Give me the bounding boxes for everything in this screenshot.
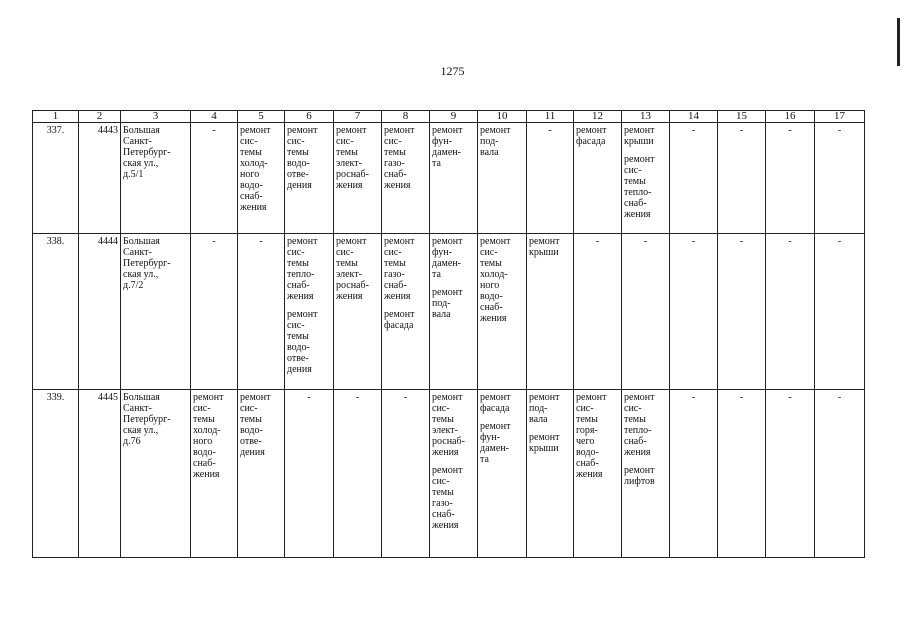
address-line: Санкт- bbox=[123, 136, 152, 147]
work-item-line: жения bbox=[432, 520, 459, 531]
work-item-line: жения bbox=[193, 469, 220, 480]
work-item-line: водо- bbox=[287, 158, 310, 169]
work-item bbox=[576, 125, 619, 147]
address-line: Большая bbox=[123, 125, 160, 136]
work-item-line: вала bbox=[480, 147, 499, 158]
empty-work-cell: - bbox=[670, 390, 718, 558]
work-cell bbox=[334, 123, 382, 234]
work-item-line: сис- bbox=[624, 165, 642, 176]
work-item-line: роснаб- bbox=[336, 280, 369, 291]
work-item-line: крыши bbox=[529, 247, 559, 258]
work-item-line: ремонт bbox=[624, 392, 655, 403]
work-item-line: ремонт bbox=[384, 309, 415, 320]
work-item-line: газо- bbox=[384, 269, 405, 280]
work-item-line: фасада bbox=[384, 320, 414, 331]
work-item-line: ремонт bbox=[576, 125, 607, 136]
work-item-line: темы bbox=[624, 414, 646, 425]
table-row bbox=[33, 390, 865, 558]
address-line: Петербург- bbox=[123, 258, 171, 269]
empty-work-cell: - bbox=[815, 390, 865, 558]
work-item-line: темы bbox=[432, 414, 454, 425]
work-item-line: темы bbox=[432, 487, 454, 498]
work-item-line: ремонт bbox=[336, 236, 367, 247]
col-header-4: 4 bbox=[191, 111, 238, 123]
address-cell bbox=[121, 390, 191, 558]
work-item-line: сис- bbox=[384, 247, 402, 258]
col-header-16: 16 bbox=[766, 111, 815, 123]
work-item-line: ремонт bbox=[432, 465, 463, 476]
column-number-row bbox=[33, 111, 865, 123]
work-cell bbox=[430, 390, 478, 558]
work-cell bbox=[527, 234, 574, 390]
work-item bbox=[624, 392, 667, 458]
empty-work-cell: - bbox=[670, 234, 718, 390]
work-item bbox=[287, 236, 331, 302]
work-item-line: ремонт bbox=[287, 309, 318, 320]
work-item-line: темы bbox=[480, 258, 502, 269]
work-item-line: тепло- bbox=[624, 425, 652, 436]
work-item-line: ремонт bbox=[240, 392, 271, 403]
col-header-14: 14 bbox=[670, 111, 718, 123]
work-item bbox=[432, 465, 475, 531]
work-item-line: темы bbox=[287, 147, 309, 158]
work-item bbox=[624, 154, 667, 220]
work-item-line: ремонт bbox=[384, 236, 415, 247]
work-item-line: сис- bbox=[576, 403, 594, 414]
work-item bbox=[480, 236, 524, 324]
work-item-line: сис- bbox=[336, 136, 354, 147]
work-item-line: снаб- bbox=[384, 280, 407, 291]
work-item bbox=[240, 392, 282, 458]
work-item-line: фасада bbox=[576, 136, 606, 147]
work-item-line: сис- bbox=[624, 403, 642, 414]
col-header-9: 9 bbox=[430, 111, 478, 123]
work-item-line: темы bbox=[384, 258, 406, 269]
work-item-line: сис- bbox=[193, 403, 211, 414]
work-item-line: ремонт bbox=[432, 287, 463, 298]
building-code-cell: 4443 bbox=[79, 123, 121, 234]
work-item bbox=[624, 125, 667, 147]
work-item-line: ремонт bbox=[624, 125, 655, 136]
work-item-line: снаб- bbox=[480, 302, 503, 313]
work-item-line: ремонт bbox=[287, 125, 318, 136]
work-item-line: жения bbox=[480, 313, 507, 324]
work-item-line: темы bbox=[336, 258, 358, 269]
address-line: д.5/1 bbox=[123, 169, 144, 180]
work-item-line: дамен- bbox=[432, 258, 461, 269]
work-item-line: фасада bbox=[480, 403, 510, 414]
work-item-line: ремонт bbox=[480, 421, 511, 432]
work-item-line: чего bbox=[576, 436, 595, 447]
work-item-line: холод- bbox=[240, 158, 268, 169]
work-item-line: водо- bbox=[480, 291, 503, 302]
work-item bbox=[384, 236, 427, 302]
work-item-line: водо- bbox=[240, 425, 263, 436]
work-item-line: ремонт bbox=[529, 432, 560, 443]
work-item-line: ремонт bbox=[336, 125, 367, 136]
work-item-line: водо- bbox=[576, 447, 599, 458]
work-item-line: под- bbox=[529, 403, 548, 414]
work-item-line: жения bbox=[384, 291, 411, 302]
empty-work-cell: - bbox=[527, 123, 574, 234]
work-cell bbox=[478, 123, 527, 234]
work-item-line: ного bbox=[240, 169, 260, 180]
work-item-line: ного bbox=[480, 280, 500, 291]
work-item-line: снаб- bbox=[624, 198, 647, 209]
work-item-line: ремонт bbox=[624, 465, 655, 476]
empty-work-cell: - bbox=[285, 390, 334, 558]
work-item-line: водо- bbox=[287, 342, 310, 353]
work-item-line: газо- bbox=[384, 158, 405, 169]
empty-work-cell: - bbox=[622, 234, 670, 390]
col-header-12: 12 bbox=[574, 111, 622, 123]
empty-work-cell: - bbox=[766, 390, 815, 558]
work-item-line: под- bbox=[432, 298, 451, 309]
work-cell bbox=[574, 390, 622, 558]
work-item-line: крыши bbox=[529, 443, 559, 454]
work-item bbox=[384, 125, 427, 191]
work-item-line: та bbox=[432, 269, 441, 280]
work-cell bbox=[191, 390, 238, 558]
table-row bbox=[33, 123, 865, 234]
work-item-line: сис- bbox=[240, 403, 258, 414]
work-item-line: темы bbox=[193, 414, 215, 425]
work-item-line: снаб- bbox=[193, 458, 216, 469]
repair-schedule-table bbox=[32, 110, 865, 558]
work-item-line: сис- bbox=[384, 136, 402, 147]
work-item-line: холод- bbox=[480, 269, 508, 280]
address-line: ская ул., bbox=[123, 425, 159, 436]
work-item-line: ремонт bbox=[240, 125, 271, 136]
address-line: Большая bbox=[123, 236, 160, 247]
work-item-line: водо- bbox=[240, 180, 263, 191]
empty-work-cell: - bbox=[815, 123, 865, 234]
empty-work-cell: - bbox=[815, 234, 865, 390]
work-item bbox=[336, 236, 379, 302]
work-cell bbox=[382, 123, 430, 234]
work-item-line: ремонт bbox=[624, 154, 655, 165]
work-item-line: жения bbox=[240, 202, 267, 213]
work-item-line: ремонт bbox=[432, 125, 463, 136]
work-item-line: лифтов bbox=[624, 476, 655, 487]
work-item-line: сис- bbox=[240, 136, 258, 147]
empty-work-cell: - bbox=[191, 123, 238, 234]
work-item-line: водо- bbox=[193, 447, 216, 458]
work-item-line: жения bbox=[576, 469, 603, 480]
work-cell bbox=[238, 390, 285, 558]
empty-work-cell: - bbox=[718, 390, 766, 558]
work-item-line: снаб- bbox=[240, 191, 263, 202]
work-item-line: ремонт bbox=[432, 392, 463, 403]
col-header-15: 15 bbox=[718, 111, 766, 123]
work-item-line: жения bbox=[624, 447, 651, 458]
work-item-line: роснаб- bbox=[336, 169, 369, 180]
col-header-17: 17 bbox=[815, 111, 865, 123]
work-item bbox=[384, 309, 427, 331]
work-item-line: снаб- bbox=[287, 280, 310, 291]
work-item-line: снаб- bbox=[624, 436, 647, 447]
work-item-line: роснаб- bbox=[432, 436, 465, 447]
work-item-line: тепло- bbox=[624, 187, 652, 198]
work-item-line: сис- bbox=[432, 476, 450, 487]
empty-work-cell: - bbox=[238, 234, 285, 390]
work-cell bbox=[527, 390, 574, 558]
work-item bbox=[480, 421, 524, 465]
work-cell bbox=[622, 390, 670, 558]
work-item-line: крыши bbox=[624, 136, 654, 147]
empty-work-cell: - bbox=[191, 234, 238, 390]
work-item-line: снаб- bbox=[432, 509, 455, 520]
work-item-line: ремонт bbox=[193, 392, 224, 403]
col-header-10: 10 bbox=[478, 111, 527, 123]
col-header-3: 3 bbox=[121, 111, 191, 123]
work-item-line: снаб- bbox=[384, 169, 407, 180]
page-number: 1275 bbox=[440, 64, 465, 78]
work-item-line: жения bbox=[336, 180, 363, 191]
work-item-line: сис- bbox=[432, 403, 450, 414]
address-cell bbox=[121, 123, 191, 234]
work-item bbox=[432, 236, 475, 280]
work-item-line: та bbox=[432, 158, 441, 169]
work-cell bbox=[334, 234, 382, 390]
empty-work-cell: - bbox=[766, 234, 815, 390]
page-edge-bar bbox=[897, 18, 900, 66]
work-item-line: сис- bbox=[287, 247, 305, 258]
work-item-line: снаб- bbox=[576, 458, 599, 469]
work-item-line: ремонт bbox=[480, 125, 511, 136]
empty-work-cell: - bbox=[334, 390, 382, 558]
work-item bbox=[529, 392, 571, 425]
address-line: Санкт- bbox=[123, 403, 152, 414]
row-number-cell: 339. bbox=[33, 390, 79, 558]
table-row bbox=[33, 234, 865, 390]
address-line: Петербург- bbox=[123, 414, 171, 425]
work-item-line: дамен- bbox=[432, 147, 461, 158]
work-cell bbox=[238, 123, 285, 234]
work-item bbox=[480, 125, 524, 158]
address-line: д.76 bbox=[123, 436, 141, 447]
work-item bbox=[432, 392, 475, 458]
building-code-cell: 4445 bbox=[79, 390, 121, 558]
col-header-2: 2 bbox=[79, 111, 121, 123]
address-line: д.7/2 bbox=[123, 280, 144, 291]
work-cell bbox=[622, 123, 670, 234]
work-item-line: ремонт bbox=[529, 236, 560, 247]
work-item-line: дения bbox=[240, 447, 265, 458]
work-item-line: темы bbox=[287, 258, 309, 269]
work-item-line: дамен- bbox=[480, 443, 509, 454]
work-item-line: сис- bbox=[287, 136, 305, 147]
work-item bbox=[529, 236, 571, 258]
work-item bbox=[576, 392, 619, 480]
work-cell bbox=[430, 123, 478, 234]
work-item-line: горя- bbox=[576, 425, 598, 436]
work-item bbox=[624, 465, 667, 487]
work-item-line: дения bbox=[287, 364, 312, 375]
work-item-line: сис- bbox=[480, 247, 498, 258]
work-item-line: жения bbox=[336, 291, 363, 302]
col-header-1: 1 bbox=[33, 111, 79, 123]
work-item-line: холод- bbox=[193, 425, 221, 436]
address-line: ская ул., bbox=[123, 158, 159, 169]
work-item bbox=[287, 125, 331, 191]
work-item-line: темы bbox=[240, 147, 262, 158]
work-item bbox=[529, 432, 571, 454]
work-item-line: жения bbox=[287, 291, 314, 302]
work-item-line: дения bbox=[287, 180, 312, 191]
empty-work-cell: - bbox=[382, 390, 430, 558]
empty-work-cell: - bbox=[670, 123, 718, 234]
work-item-line: жения bbox=[624, 209, 651, 220]
work-item-line: жения bbox=[432, 447, 459, 458]
work-item-line: отве- bbox=[240, 436, 262, 447]
building-code-cell: 4444 bbox=[79, 234, 121, 390]
work-cell bbox=[574, 123, 622, 234]
work-item-line: элект- bbox=[336, 158, 362, 169]
work-item-line: фун- bbox=[480, 432, 500, 443]
address-line: Большая bbox=[123, 392, 160, 403]
work-item-line: тепло- bbox=[287, 269, 315, 280]
work-item-line: темы bbox=[384, 147, 406, 158]
work-item-line: элект- bbox=[336, 269, 362, 280]
work-item-line: ремонт bbox=[480, 236, 511, 247]
address-line: Петербург- bbox=[123, 147, 171, 158]
work-item-line: фун- bbox=[432, 247, 452, 258]
work-item bbox=[336, 125, 379, 191]
empty-work-cell: - bbox=[766, 123, 815, 234]
work-item-line: сис- bbox=[287, 320, 305, 331]
work-item-line: газо- bbox=[432, 498, 453, 509]
work-item bbox=[240, 125, 282, 213]
work-item bbox=[480, 392, 524, 414]
col-header-7: 7 bbox=[334, 111, 382, 123]
work-item bbox=[287, 309, 331, 375]
work-item-line: темы bbox=[287, 331, 309, 342]
work-item-line: ного bbox=[193, 436, 213, 447]
work-cell bbox=[382, 234, 430, 390]
work-item-line: жения bbox=[384, 180, 411, 191]
row-number-cell: 337. bbox=[33, 123, 79, 234]
work-item-line: вала bbox=[432, 309, 451, 320]
col-header-13: 13 bbox=[622, 111, 670, 123]
work-cell bbox=[430, 234, 478, 390]
col-header-6: 6 bbox=[285, 111, 334, 123]
work-item-line: темы bbox=[336, 147, 358, 158]
work-item-line: ремонт bbox=[529, 392, 560, 403]
address-line: ская ул., bbox=[123, 269, 159, 280]
work-item bbox=[193, 392, 235, 480]
work-item-line: ремонт bbox=[432, 236, 463, 247]
work-cell bbox=[478, 234, 527, 390]
work-item-line: ремонт bbox=[384, 125, 415, 136]
work-item-line: элект- bbox=[432, 425, 458, 436]
empty-work-cell: - bbox=[718, 123, 766, 234]
work-item-line: под- bbox=[480, 136, 499, 147]
work-item-line: темы bbox=[576, 414, 598, 425]
work-item-line: ремонт bbox=[576, 392, 607, 403]
work-item-line: темы bbox=[624, 176, 646, 187]
work-item-line: ремонт bbox=[287, 236, 318, 247]
work-item-line: вала bbox=[529, 414, 548, 425]
address-line: Санкт- bbox=[123, 247, 152, 258]
work-cell bbox=[285, 234, 334, 390]
col-header-5: 5 bbox=[238, 111, 285, 123]
work-item-line: темы bbox=[240, 414, 262, 425]
address-cell bbox=[121, 234, 191, 390]
work-item-line: отве- bbox=[287, 169, 309, 180]
work-cell bbox=[285, 123, 334, 234]
row-number-cell: 338. bbox=[33, 234, 79, 390]
work-item bbox=[432, 287, 475, 320]
work-item-line: та bbox=[480, 454, 489, 465]
work-item bbox=[432, 125, 475, 169]
work-item-line: отве- bbox=[287, 353, 309, 364]
work-item-line: фун- bbox=[432, 136, 452, 147]
work-cell bbox=[478, 390, 527, 558]
col-header-8: 8 bbox=[382, 111, 430, 123]
empty-work-cell: - bbox=[574, 234, 622, 390]
col-header-11: 11 bbox=[527, 111, 574, 123]
work-item-line: ремонт bbox=[480, 392, 511, 403]
work-item-line: сис- bbox=[336, 247, 354, 258]
empty-work-cell: - bbox=[718, 234, 766, 390]
